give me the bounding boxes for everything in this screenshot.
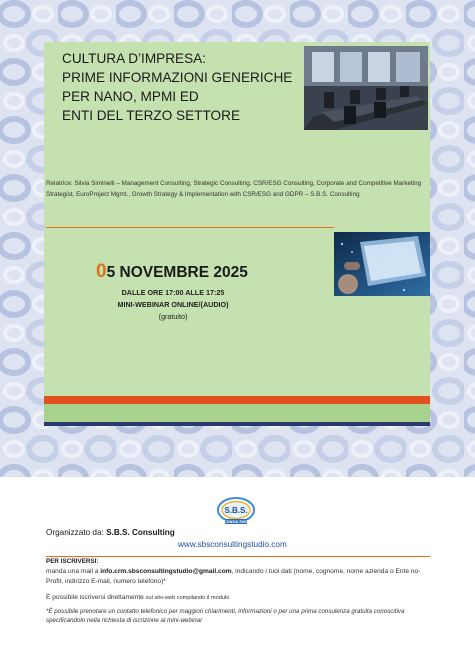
organizer-line bbox=[46, 528, 175, 537]
title-line: PER NANO, MPMI ED bbox=[62, 89, 199, 104]
footnote: *È possibile prenotare un contatto telefonico per maggiori chiarimenti, informazioni o per una prima consulenza gratuita conoscitiva specificandolo nella richiesta di iscrizione al mini-webinar bbox=[46, 608, 405, 625]
date-first-digit: 0 bbox=[96, 261, 107, 282]
title-line: CULTURA D’IMPRESA: bbox=[62, 51, 207, 66]
section-divider bbox=[46, 227, 334, 228]
green-band bbox=[44, 404, 430, 422]
event-format: MINI-WEBINAR ONLINE/(AUDIO) bbox=[117, 300, 229, 309]
registration-mail-text bbox=[46, 567, 432, 586]
mail-prefix: manda una mail a bbox=[46, 568, 101, 575]
web-small: sul sito-web compilando il modulo bbox=[145, 595, 230, 601]
logo-text: S.B.S. bbox=[224, 506, 248, 515]
event-title bbox=[62, 49, 292, 125]
date-rest: 5 NOVEMBRE 2025 bbox=[106, 264, 248, 281]
tablet-photo bbox=[334, 232, 430, 296]
registration-email[interactable]: info.crm.sbsconsultingstudio@gmail.com bbox=[100, 568, 232, 575]
tablet-image bbox=[334, 232, 430, 296]
event-price: (gratuito) bbox=[158, 312, 188, 321]
speaker-info: Relatrice: Silvia Siminelli – Management Consulting, Strategic Consulting, CSR/ESG Consulting, Corporate and Competitive Marketing Strategist, EuroProject Mgmt., Growth Strategy & Implementation with CSR/ESG and GDPR – S.B.S. Consulting bbox=[46, 180, 422, 199]
organizer-prefix: Organizzato da: bbox=[46, 528, 107, 537]
website-link[interactable]: www.sbsconsultingstudio.com bbox=[178, 540, 287, 549]
registration-heading: PER ISCRIVERSI: bbox=[46, 558, 99, 565]
orange-band bbox=[44, 396, 430, 404]
title-line: PRIME INFORMAZIONI GENERICHE bbox=[62, 70, 293, 85]
navy-band bbox=[44, 422, 430, 426]
event-date bbox=[96, 261, 248, 283]
mail-suffix: , indicando i tuoi dati (nome, cognome, nome azienda o Ente no-Profit, indirizzo E-mail, numero telefono)* bbox=[46, 568, 421, 585]
sbs-logo bbox=[216, 496, 256, 526]
sbs-logo-graphic bbox=[216, 496, 256, 526]
registration-web-text bbox=[46, 594, 432, 601]
logo-subtext: CONSULTING bbox=[224, 520, 248, 524]
event-time: DALLE ORE 17:00 ALLE 17:25 bbox=[121, 288, 225, 297]
organizer-name: S.B.S. Consulting bbox=[106, 528, 175, 537]
title-line: ENTI DEL TERZO SETTORE bbox=[62, 108, 241, 123]
web-main: È possibile iscriversi direttamente bbox=[46, 594, 146, 601]
bottom-divider bbox=[46, 556, 430, 557]
meeting-room-image bbox=[304, 46, 428, 130]
meeting-room-photo bbox=[304, 46, 428, 130]
